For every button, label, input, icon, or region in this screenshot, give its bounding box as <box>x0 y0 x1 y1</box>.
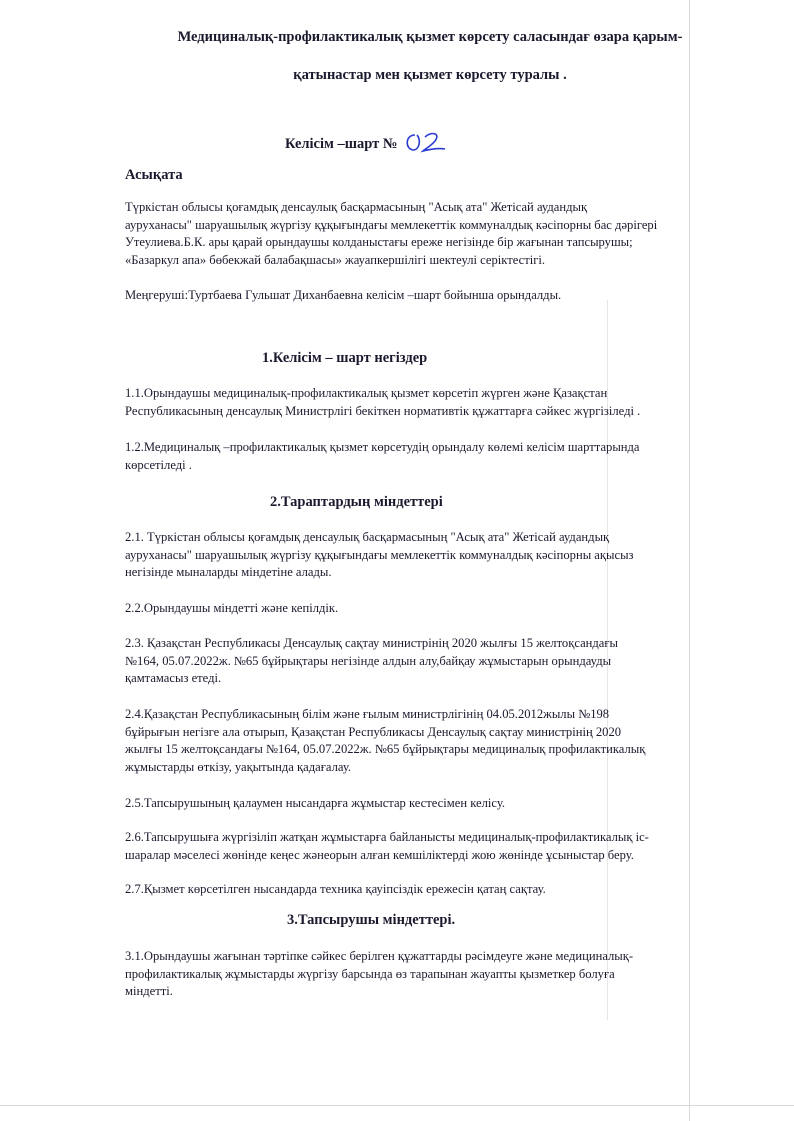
section-2-heading: 2.Тараптардың міндеттері <box>270 494 443 510</box>
text-line: 2.2.Орындаушы міндетті және кепілдік. <box>125 601 339 615</box>
document-title-line-1: Медициналық-профилактикалық қызмет көрсету саласындағ өзара қарым- <box>177 29 683 45</box>
clause-2-7 <box>125 881 755 899</box>
text-line: шаралар мәселесі жөнінде кеңес жәнеорын алған кемшіліктерді жою жөнінде ұсыныстар беру. <box>125 847 634 862</box>
text-line: 2.5.Тапсырушының қалаумен нысандарға жұмыстар кестесімен келісу. <box>125 796 506 810</box>
text-line: Республикасының денсаулық Министрлігі бекіткен нормативтік құжаттарға сәйкес жүргізіледі . <box>125 403 641 418</box>
text-line: жылғы 15 желтоқсандағы №164, 05.07.2022ж. №65 бұйрықтары медициналық профилактикалық <box>125 742 646 757</box>
manager-paragraph <box>125 287 755 305</box>
clause-3-1 <box>125 948 755 1001</box>
text-line: профилактикалық жұмыстарды жүргізу барсында өз тарапынан жауапты қызметкер болуға <box>125 966 615 981</box>
contract-number-handwritten <box>401 129 447 155</box>
text-line: «Базаркул апа» бөбекжай балабақшасы» жауапкершілігі шектеулі серіктестігі. <box>125 252 546 267</box>
clause-2-4 <box>125 706 755 776</box>
clause-2-3 <box>125 635 755 688</box>
clause-2-6 <box>125 829 755 864</box>
intro-paragraph <box>125 199 755 269</box>
contract-title <box>285 131 447 157</box>
text-line: 2.1. Түркістан облысы қоғамдық денсаулық басқармасының "Асық ата" Жетісай аудандық <box>125 530 610 544</box>
text-line: 2.4.Қазақстан Республикасының білім және ғылым министрлігінің 04.05.2012жылы №198 <box>125 707 610 721</box>
text-line: 1.1.Орындаушы медициналық-профилактикалық қызмет көрсетіп жүрген және Қазақстан <box>125 386 608 400</box>
document-title-line-2: қатынастар мен қызмет көрсету туралы . <box>293 67 567 83</box>
text-line: ауруханасы" шаруашылық жүргізу құқығындағы мемлекеттік коммуналдық кәсіпорны ақысыз <box>125 547 634 562</box>
text-line: бұйрығын негізге ала отырып, Қазақстан Республикасы Денсаулық сақтау министрінің 2020 <box>125 724 622 739</box>
text-line: Утеулиева.Б.К. ары қарай орындаушы колданыстағы ереже негізінде бір жағынан тапсырушы; <box>125 235 633 250</box>
text-line: Түркістан облысы қоғамдық денсаулық басқармасының "Асық ата" Жетісай аудандық <box>125 200 588 214</box>
clause-2-5 <box>125 795 755 813</box>
clause-2-2 <box>125 600 755 618</box>
text-line: міндетті. <box>125 984 173 999</box>
text-line: негізінде мыналарды міндетіне алады. <box>125 565 332 580</box>
text-line: көрсетіледі . <box>125 457 192 472</box>
text-line: №164, 05.07.2022ж. №65 бұйрықтары негізінде алдын алу,байқау жұмыстарын орындауды <box>125 653 612 668</box>
text-line: 2.6.Тапсырушыға жүргізіліп жатқан жұмыстарға байланысты медициналық-профилактикалық іс- <box>125 830 649 844</box>
text-line: қамтамасыз етеді. <box>125 671 222 686</box>
clause-2-1 <box>125 529 755 582</box>
text-line: ауруханасы" шаруашылық жүргізу құқығындағы мемлекеттік коммуналдық кәсіпорны бас дәрігері <box>125 217 658 232</box>
text-line: жұмыстарды өткізу, уақытында қадағалау. <box>125 759 352 774</box>
scan-artifact-horizontal-line <box>0 1105 794 1106</box>
contract-label: Келісім –шарт № <box>285 136 398 152</box>
text-line: 2.7.Қызмет көрсетілген нысандарда техника қауіпсіздік ережесін қатаң сақтау. <box>125 882 546 896</box>
section-3-heading: 3.Тапсырушы міндеттері. <box>287 912 456 928</box>
clause-1-1 <box>125 385 755 420</box>
text-line: Меңгеруші:Туртбаева Гульшат Диханбаевна келісім –шарт бойынша орындалды. <box>125 288 562 302</box>
text-line: 2.3. Қазақстан Республикасы Денсаулық сақтау министрінің 2020 жылғы 15 желтоқсандағы <box>125 636 619 650</box>
clause-1-2 <box>125 439 755 474</box>
city-heading: Асықата <box>125 167 183 183</box>
section-1-heading: 1.Келісім – шарт негіздер <box>262 350 428 366</box>
text-line: 3.1.Орындаушы жағынан тәртіпке сәйкес берілген құжаттарды рәсімдеуге және медициналық- <box>125 949 634 963</box>
text-line: 1.2.Медициналық –профилактикалық қызмет көрсетудің орындалу көлемі келісім шарттарында <box>125 440 640 454</box>
